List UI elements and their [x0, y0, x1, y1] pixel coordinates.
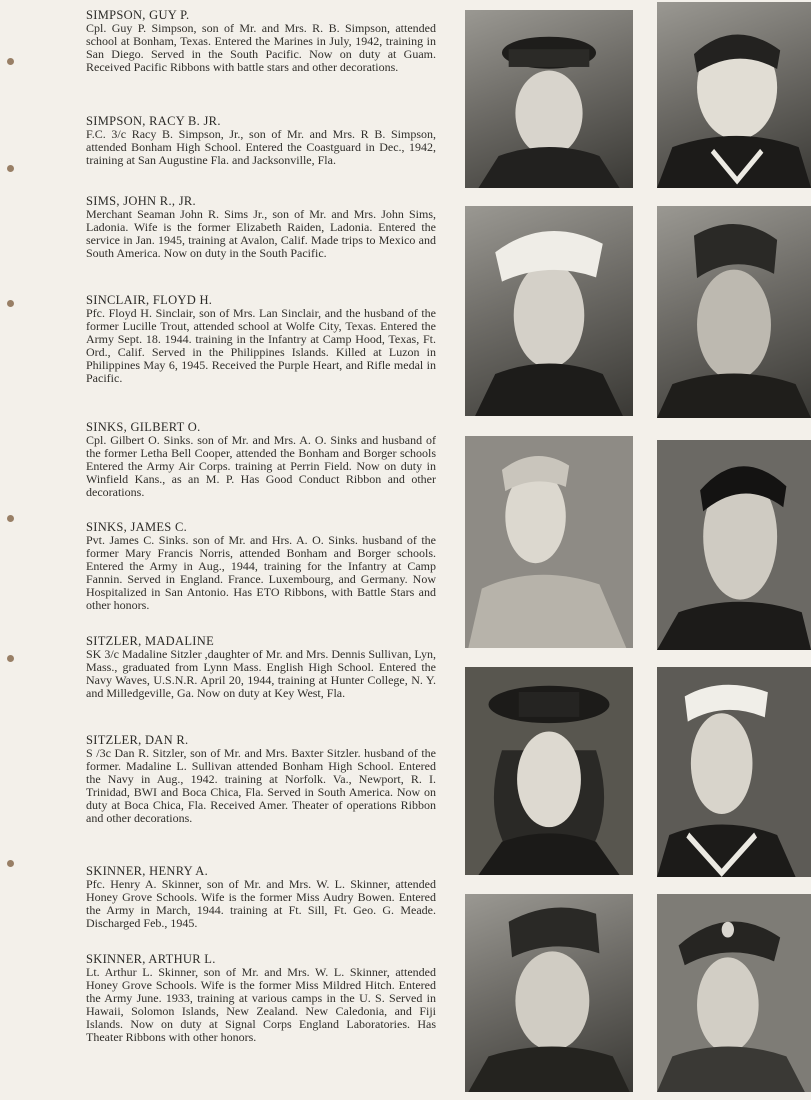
portrait-photo: [465, 206, 633, 416]
entry-sims-john: [86, 194, 436, 260]
entry-name: SINCLAIR, FLOYD H.: [86, 293, 213, 307]
punch-hole: [7, 58, 14, 65]
punch-hole: [7, 165, 14, 172]
entry-text: Cpl. Gilbert O. Sinks. son of Mr. and Mrs. A. O. Sinks and husband of the former Letha Bell Cooper, attended the Bonham and Borger schools Entered the Army Air Corps. training at Perrin Field. Now on duty in Winfield Kans., as an M. P. Has Good Conduct Ribbon and other decorations.: [86, 433, 436, 499]
entry-name: SIMS, JOHN R., JR.: [86, 194, 196, 208]
entry-skinner-henry: [86, 864, 436, 930]
portrait-photo: [465, 436, 633, 648]
entry-sinks-james: [86, 520, 436, 611]
entry-simpson-guy: [86, 8, 436, 74]
entry-name: SINKS, GILBERT O.: [86, 420, 201, 434]
entry-name: SITZLER, MADALINE: [86, 634, 215, 648]
punch-hole: [7, 860, 14, 867]
entry-name: SIMPSON, GUY P.: [86, 8, 190, 22]
portrait-photo: [465, 667, 633, 875]
punch-hole: [7, 300, 14, 307]
entry-name: SITZLER, DAN R.: [86, 733, 189, 747]
entry-text: Merchant Seaman John R. Sims Jr., son of Mr. and Mrs. John Sims, Ladonia. Wife is the former Elizabeth Raiden, Ladonia. Entered the service in Jan. 1945, training at Avalon, Calif. Made trips to Mexico and South America. Now on duty in the South Pacific.: [86, 207, 436, 260]
portrait-photo: [465, 10, 633, 188]
entry-text: Lt. Arthur L. Skinner, son of Mr. and Mrs. W. L. Skinner, attended Honey Grove Schools. Wife is the former Miss Mildred Hitch. Entered the Army June. 1933, training at various camps in the U. S. Served in Hawaii, Solomon Islands, New Zealand. New Caledonia, and Fiji Islands. Now on duty at Signal Corps England Laboratories. Has Theater Ribbons with other honors.: [86, 965, 436, 1044]
entry-skinner-arthur: [86, 952, 436, 1043]
portrait-photo: [657, 2, 811, 188]
entry-text: SK 3/c Madaline Sitzler ,daughter of Mr. and Mrs. Dennis Sullivan, Lyn, Mass., graduated from Lynn Mass. English High School. Entered the Navy Waves, U.S.N.R. April 20, 1944, training at Hunter College, N. Y. and Milledgeville, Ga. Now on duty at Key West, Fla.: [86, 647, 436, 700]
punch-hole: [7, 515, 14, 522]
entry-text: Pfc. Henry A. Skinner, son of Mr. and Mrs. W. L. Skinner, attended Honey Grove Schools. Wife is the former Miss Audry Bowen. Entered the Army in March, 1944. training at Ft. Sill, Ft. Geo. G. Meade. Discharged Feb., 1945.: [86, 877, 436, 930]
portrait-photo: [657, 894, 811, 1092]
entry-name: SKINNER, ARTHUR L.: [86, 952, 216, 966]
portrait-photo: [465, 894, 633, 1092]
entry-name: SIMPSON, RACY B. JR.: [86, 114, 221, 128]
entry-text: Cpl. Guy P. Simpson, son of Mr. and Mrs. R. B. Simpson, attended school at Bonham, Texas. Entered the Marines in July, 1942, training in San Diego. Served in the South Pacific. Now on duty at Guam. Received Pacific Ribbons with battle stars and other decorations.: [86, 21, 436, 74]
entry-sinks-gilbert: [86, 420, 436, 499]
punch-hole: [7, 655, 14, 662]
portrait-photo: [657, 667, 811, 877]
entry-text: F.C. 3/c Racy B. Simpson, Jr., son of Mr. and Mrs. R B. Simpson, attended Bonham High School. Entered the Coastguard in Dec., 1942, training at San Augustine Fla. and Jacksonville, Fla.: [86, 127, 436, 167]
entry-name: SKINNER, HENRY A.: [86, 864, 209, 878]
column-gutter: [633, 0, 655, 1100]
entry-simpson-racy: [86, 114, 436, 167]
entry-sinclair-floyd: [86, 293, 436, 384]
entry-text: Pvt. James C. Sinks. son of Mr. and Hrs. A. O. Sinks. husband of the former Mary Francis Norris, attended Bonham and Borger schools. Entered the Army in Aug., 1944, training for the Infantry at Camp Fannin. Served in England. France. Luxembourg, and Germany. Now Hospitalized in San Antonio. Has ETO Ribbons, with Battle Stars and other honors.: [86, 533, 436, 612]
entry-text: Pfc. Floyd H. Sinclair, son of Mrs. Lan Sinclair, and the husband of the former Lucille Trout, attended school at Wolfe City, Texas. Entered the Army Sept. 18. 1944. training in the Infantry at Camp Hood, Texas, Ft. Ord., Calif. Served in the Philippines Islands. Killed at Luzon in Philippines May 6, 1945. Received the Purple Heart, and Rifle medal in Pacific.: [86, 306, 436, 385]
entry-text: S /3c Dan R. Sitzler, son of Mr. and Mrs. Baxter Sitzler. husband of the former. Madaline L. Sullivan attended Bonham High School. Entered the Navy in Aug., 1942. training at Norfolk. Va., Newport, R. I. Trinidad, BWI and Boca Chica, Fla. Served in South America. Now on duty at Boca Chica, Fla. Received Amer. Theater of operations Ribbon and other decorations.: [86, 746, 436, 825]
entry-name: SINKS, JAMES C.: [86, 520, 188, 534]
portrait-photo: [657, 440, 811, 650]
entry-sitzler-dan: [86, 733, 436, 824]
portrait-photo: [657, 206, 811, 418]
entry-sitzler-madaline: [86, 634, 436, 700]
